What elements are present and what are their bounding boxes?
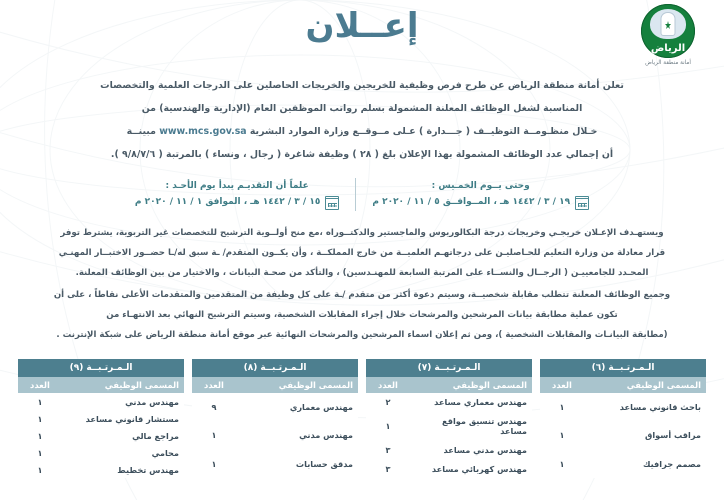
column-header-title: المسمى الوظيفي bbox=[236, 377, 358, 393]
job-title: مصمم جرافيك bbox=[584, 450, 706, 478]
table-row bbox=[192, 450, 358, 478]
rank-table-7 bbox=[366, 359, 532, 478]
rank-table-6 bbox=[540, 359, 706, 478]
job-count: ٣ bbox=[366, 441, 410, 460]
table-row bbox=[18, 461, 184, 478]
table-row bbox=[366, 459, 532, 478]
job-title: مهندس تخطيط bbox=[62, 461, 184, 478]
job-count: ١ bbox=[18, 444, 62, 461]
job-count: ٩ bbox=[192, 393, 236, 421]
rank-table-9 bbox=[18, 359, 184, 478]
rank-table-9-header-row bbox=[18, 377, 184, 393]
body-p2-line-3: (مطابقة البيانـات والمقابلات الشخصية )، ومن ثم إعلان اسماء المرشحين والمرشحات النهائية عبر موقع أمانة منطقة الرياض على شبكة الإنترنت . bbox=[56, 330, 668, 340]
body-p2-line-1: وجميع الوظائف المعلنة تتطلب مقابلة شخصيــة، وسيتم دعوة أكثر من متقدم /ـة على كل وظيفة من المتقدمين والمتقدمات الأعلى نقاطاً ، على أن bbox=[53, 290, 671, 300]
table-row bbox=[18, 444, 184, 461]
job-count: ٢ bbox=[366, 393, 410, 412]
end-date-label: وحتى يــوم الخمـيس : bbox=[431, 181, 530, 191]
calendar-icon bbox=[325, 196, 339, 210]
job-count: ١ bbox=[540, 421, 584, 449]
intro-line-3-tail: مبينــة bbox=[126, 126, 160, 137]
job-title: مهندس مدني bbox=[62, 393, 184, 410]
body-p1-line-1: ويستهـدف الإعـلان خريجـي وخريجات درجة البكالوريوس والماجستير والدكتــوراه ،مع منح أولــوية الترشيح للتخصصات غير التربوية، يشترط توفر bbox=[60, 228, 664, 238]
jadarah-website-link[interactable]: www.mcs.gov.sa bbox=[159, 126, 247, 137]
table-row bbox=[18, 410, 184, 427]
job-count: ١ bbox=[18, 461, 62, 478]
rank-table-8-title: الـمـرتـبــة (٨) bbox=[192, 359, 358, 377]
rank-table-8-header-row bbox=[192, 377, 358, 393]
column-header-count: العدد bbox=[366, 377, 410, 393]
intro-line-1: تعلن أمانة منطقة الرياض عن طرح فرص وظيفية للخريجين والخريجات الحاصلين على الدرجات العلمية والتخصصات bbox=[100, 80, 624, 91]
table-row bbox=[192, 421, 358, 449]
job-title: مهندس مدني مساعد bbox=[410, 441, 532, 460]
body-p1-line-2: قرار معادلة من وزارة التعليم للحـاصليـن على درجاتهـم العلميــة من خارج المملكــة ، وأن يكــون المتقدم/ ـة سبق له/ـا حضــور الاختبــار المهنـي bbox=[58, 248, 666, 258]
table-row bbox=[540, 450, 706, 478]
body-paragraph-1 bbox=[30, 223, 694, 283]
job-title: مستشار قانوني مساعد bbox=[62, 410, 184, 427]
table-row bbox=[18, 427, 184, 444]
table-row bbox=[192, 393, 358, 421]
start-date-label: علماً أن التقديـم يبدأ يوم الأحـد : bbox=[165, 181, 309, 191]
job-title: مهندس تنسيق مواقع مساعد bbox=[410, 412, 532, 441]
logo-script-text: الرياض bbox=[650, 43, 686, 54]
application-dates bbox=[0, 178, 724, 211]
rank-table-9-title: الـمـرتـبــة (٩) bbox=[18, 359, 184, 377]
job-title: مهندس كهربائي مساعد bbox=[410, 459, 532, 478]
start-date-line bbox=[135, 194, 339, 211]
column-header-count: العدد bbox=[540, 377, 584, 393]
job-title: مهندس مدني bbox=[236, 421, 358, 449]
end-date-value: ١٩ / ٣ / ١٤٤٢ هـ ، المــوافــق ٥ / ١١ / ٢٠٢٠ م bbox=[372, 197, 571, 207]
intro-line-3-text: خـلال منظـومــة التوظيــف ( جـــدارة ) عـلى مــوقــع وزارة الموارد البشرية bbox=[246, 126, 598, 137]
rank-table-6-title-row bbox=[540, 359, 706, 377]
rank-table-7-title-row bbox=[366, 359, 532, 377]
body-paragraphs bbox=[30, 223, 694, 345]
intro-paragraph bbox=[58, 74, 666, 166]
end-date-line bbox=[372, 194, 589, 211]
intro-line-4: أن إجمالي عدد الوظائف المشمولة بهذا الإعلان بلغ ( ٢٨ ) وظيفة شاغرة ( رجال ، ونساء ) بالمرتبة ( ٩/٨/٧/٦ ). bbox=[110, 149, 614, 160]
body-p2-line-2: تكون عملية مطابقة بيانات المرشحين والمرشحات خلال إجراء المقابلات الشخصية، وسيتم الترشيح النهائي بعد الانتهـاء من bbox=[106, 310, 618, 320]
job-title: مراقب أسواق bbox=[584, 421, 706, 449]
rank-table-6-title: الـمـرتـبــة (٦) bbox=[540, 359, 706, 377]
body-p1-line-3: المحـدد للجامعييـن ( الرجــال والنســاء على المرتبة السابعة للمهنـدسين) ، والتأكد من صحـة البيانات ، والاختيار من بين الوظائف المعلنة. bbox=[75, 268, 649, 278]
rank-table-6-header-row bbox=[540, 377, 706, 393]
job-count: ٣ bbox=[366, 459, 410, 478]
start-date-value: ١٥ / ٣ / ١٤٤٢ هـ ، الموافق ١ / ١١ / ٢٠٢٠ م bbox=[134, 197, 321, 207]
job-count: ١ bbox=[192, 450, 236, 478]
intro-line-2: المناسبة لشغل الوظائف المعلنة المشمولة بسلم رواتب الموظفين العام (الإدارية والهندسية) من bbox=[141, 103, 583, 114]
job-count: ١ bbox=[366, 412, 410, 441]
table-row bbox=[540, 393, 706, 421]
job-title: مدقق حسابات bbox=[236, 450, 358, 478]
calendar-icon bbox=[575, 196, 589, 210]
column-header-title: المسمى الوظيفي bbox=[62, 377, 184, 393]
job-count: ١ bbox=[540, 393, 584, 421]
page-title: إعــلان bbox=[305, 6, 419, 46]
rank-table-8 bbox=[192, 359, 358, 478]
end-date-block bbox=[356, 178, 605, 211]
column-header-count: العدد bbox=[18, 377, 62, 393]
job-count: ١ bbox=[18, 393, 62, 410]
job-count: ١ bbox=[540, 450, 584, 478]
vacancy-tables bbox=[18, 359, 706, 478]
table-row bbox=[18, 393, 184, 410]
job-title: محامي bbox=[62, 444, 184, 461]
intro-line-3 bbox=[58, 120, 666, 143]
column-header-title: المسمى الوظيفي bbox=[410, 377, 532, 393]
body-paragraph-2 bbox=[30, 285, 694, 345]
start-date-block bbox=[119, 178, 356, 211]
logo-caption: أمانة منطقة الرياض bbox=[645, 60, 691, 66]
page-header bbox=[0, 0, 724, 72]
rank-table-8-title-row bbox=[192, 359, 358, 377]
job-title: مراجع مالي bbox=[62, 427, 184, 444]
job-count: ١ bbox=[192, 421, 236, 449]
rank-table-7-title: الـمـرتـبــة (٧) bbox=[366, 359, 532, 377]
rank-table-7-header-row bbox=[366, 377, 532, 393]
table-row bbox=[540, 421, 706, 449]
job-count: ١ bbox=[18, 410, 62, 427]
rank-table-9-title-row bbox=[18, 359, 184, 377]
job-title: باحث قانوني مساعد bbox=[584, 393, 706, 421]
table-row bbox=[366, 412, 532, 441]
table-row bbox=[366, 441, 532, 460]
job-title: مهندس معماري bbox=[236, 393, 358, 421]
job-count: ١ bbox=[18, 427, 62, 444]
column-header-title: المسمى الوظيفي bbox=[584, 377, 706, 393]
column-header-count: العدد bbox=[192, 377, 236, 393]
table-row bbox=[366, 393, 532, 412]
job-title: مهندس معماري مساعد bbox=[410, 393, 532, 412]
